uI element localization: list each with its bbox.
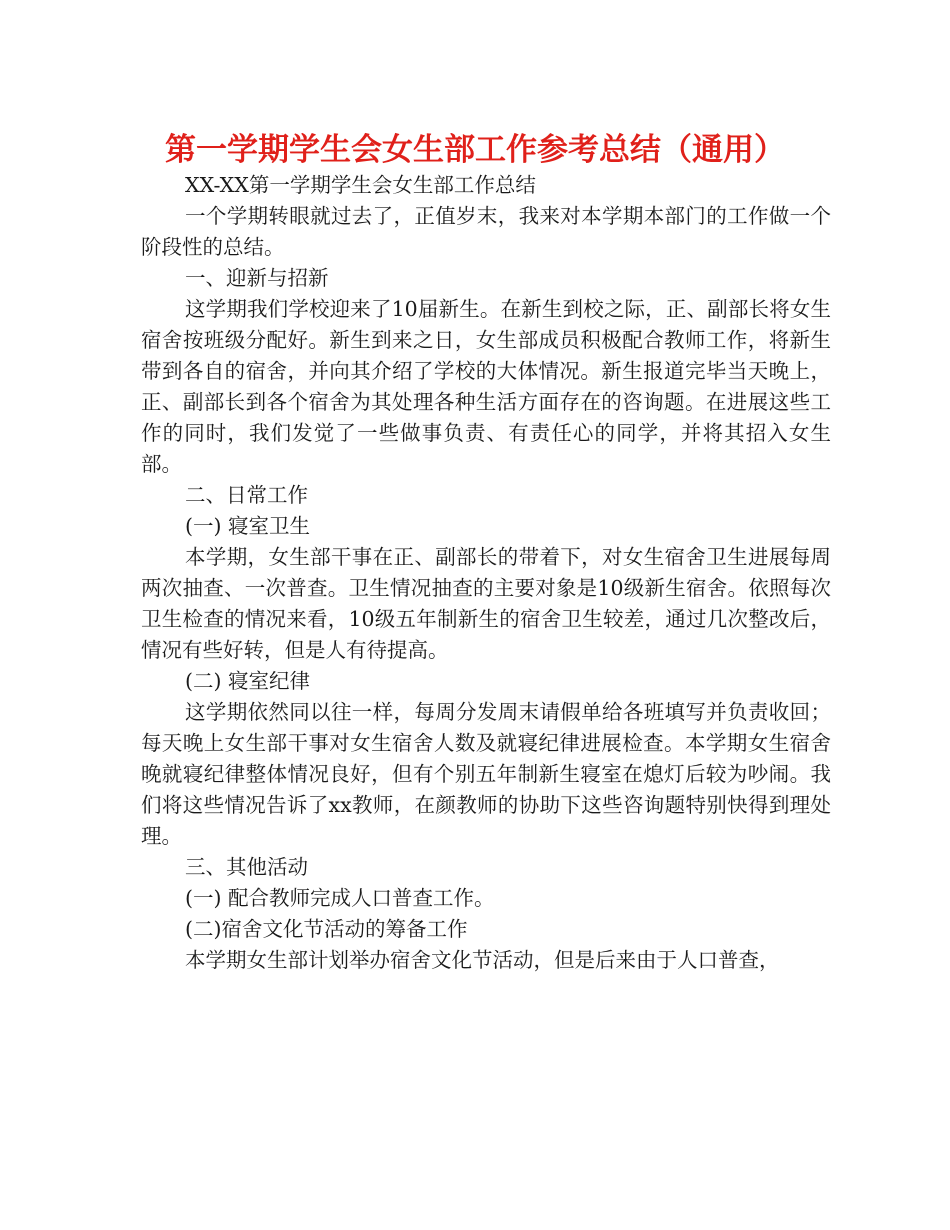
subsection-heading-discipline: (二) 寝室纪律 bbox=[185, 669, 311, 693]
document-title: 第一学期学生会女生部工作参考总结（通用） bbox=[165, 132, 785, 168]
document-body bbox=[141, 170, 831, 976]
paragraph-hygiene: 本学期，女生部干事在正、副部长的带着下，对女生宿舍卫生进展每周两次抽查、一次普查。卫生情况抽查的主要对象是10级新生宿舍。依照每次卫生检查的情况来看，10级五年制新生的宿舍卫生较差，通过几次整改后，情况有些好转，但是人有待提高。 bbox=[141, 545, 831, 662]
section-heading-1: 一、迎新与招新 bbox=[185, 266, 329, 290]
section-heading-2: 二、日常工作 bbox=[185, 483, 308, 507]
paragraph-festival: 本学期女生部计划举办宿舍文化节活动，但是后来由于人口普查， bbox=[185, 948, 780, 972]
subsection-heading-census: (一) 配合教师完成人口普查工作。 bbox=[185, 886, 495, 910]
subtitle-paragraph: XX-XX第一学期学生会女生部工作总结 bbox=[185, 173, 536, 197]
section-heading-3: 三、其他活动 bbox=[185, 855, 308, 879]
subsection-heading-festival: (二)宿舍文化节活动的筹备工作 bbox=[185, 917, 468, 941]
subsection-heading-hygiene: (一) 寝室卫生 bbox=[185, 514, 311, 538]
intro-paragraph: 一个学期转眼就过去了，正值岁末，我来对本学期本部门的工作做一个阶段性的总结。 bbox=[141, 204, 831, 259]
paragraph-discipline: 这学期依然同以往一样，每周分发周末请假单给各班填写并负责收回；每天晚上女生部干事对女生宿舍人数及就寝纪律进展检查。本学期女生宿舍晚就寝纪律整体情况良好，但有个别五年制新生寝室在熄灯后较为吵闹。我们将这些情况告诉了xx教师，在颜教师的协助下这些咨询题特别快得到理处理。 bbox=[141, 700, 831, 848]
paragraph-welcome: 这学期我们学校迎来了10届新生。在新生到校之际，正、副部长将女生宿舍按班级分配好。新生到来之日，女生部成员积极配合教师工作，将新生带到各自的宿舍，并向其介绍了学校的大体情况。新生报道完毕当天晚上，正、副部长到各个宿舍为其处理各种生活方面存在的咨询题。在进展这些工作的同时，我们发觉了一些做事负责、有责任心的同学，并将其招入女生部。 bbox=[141, 297, 831, 476]
